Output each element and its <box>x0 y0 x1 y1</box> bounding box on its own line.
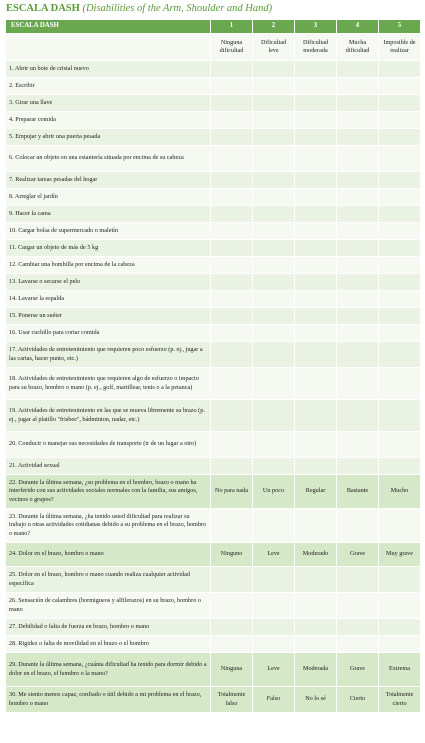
answer-cell[interactable] <box>379 291 421 308</box>
option-label: Regular <box>295 475 337 509</box>
answer-cell[interactable] <box>211 509 253 543</box>
subheader-label: Ninguna dificultad <box>211 34 253 61</box>
option-label: Cierto <box>337 687 379 713</box>
answer-cell[interactable] <box>379 274 421 291</box>
header-col-4: 4 <box>337 20 379 34</box>
answer-cell[interactable] <box>295 567 337 593</box>
answer-cell[interactable] <box>379 78 421 95</box>
table-row <box>6 78 421 95</box>
answer-cell[interactable] <box>211 146 253 172</box>
question-text: 21. Actividad sexual <box>6 458 211 475</box>
table-row <box>6 206 421 223</box>
answer-cell[interactable] <box>253 95 295 112</box>
answer-cell[interactable] <box>253 509 295 543</box>
answer-cell[interactable] <box>253 189 295 206</box>
option-label: Un poco <box>253 475 295 509</box>
answer-cell[interactable] <box>211 432 253 458</box>
answer-cell[interactable] <box>211 223 253 240</box>
answer-cell[interactable] <box>379 240 421 257</box>
answer-cell[interactable] <box>337 78 379 95</box>
question-text: 7. Realizar tareas pesadas del hogar <box>6 172 211 189</box>
dash-table <box>5 19 421 713</box>
answer-cell[interactable] <box>253 274 295 291</box>
answer-cell[interactable] <box>295 458 337 475</box>
answer-cell[interactable] <box>337 291 379 308</box>
answer-cell[interactable] <box>253 636 295 653</box>
option-label: Ninguna <box>211 653 253 687</box>
table-row <box>6 129 421 146</box>
table-row <box>6 342 421 368</box>
question-text: 9. Hacer la cama <box>6 206 211 223</box>
answer-cell[interactable] <box>253 342 295 368</box>
table-row <box>6 458 421 475</box>
answer-cell[interactable] <box>337 61 379 78</box>
table-row <box>6 475 421 509</box>
answer-cell[interactable] <box>211 325 253 342</box>
answer-cell[interactable] <box>337 257 379 274</box>
answer-cell[interactable] <box>337 325 379 342</box>
table-row <box>6 325 421 342</box>
answer-cell[interactable] <box>379 432 421 458</box>
answer-cell[interactable] <box>295 112 337 129</box>
answer-cell[interactable] <box>295 593 337 619</box>
answer-cell[interactable] <box>253 257 295 274</box>
subheader-row <box>6 34 421 61</box>
answer-cell[interactable] <box>295 619 337 636</box>
answer-cell[interactable] <box>337 274 379 291</box>
option-label: Grave <box>337 543 379 567</box>
answer-cell[interactable] <box>253 172 295 189</box>
table-row <box>6 593 421 619</box>
page-title <box>6 3 272 14</box>
answer-cell[interactable] <box>253 325 295 342</box>
answer-cell[interactable] <box>295 274 337 291</box>
answer-cell[interactable] <box>211 400 253 432</box>
table-row <box>6 189 421 206</box>
answer-cell[interactable] <box>295 308 337 325</box>
answer-cell[interactable] <box>379 619 421 636</box>
table-row <box>6 308 421 325</box>
answer-cell[interactable] <box>379 567 421 593</box>
answer-cell[interactable] <box>211 189 253 206</box>
question-text: 16. Usar cuchillo para cortar comida <box>6 325 211 342</box>
answer-cell[interactable] <box>295 129 337 146</box>
answer-cell[interactable] <box>295 206 337 223</box>
answer-cell[interactable] <box>379 325 421 342</box>
answer-cell[interactable] <box>253 619 295 636</box>
answer-cell[interactable] <box>295 78 337 95</box>
answer-cell[interactable] <box>253 223 295 240</box>
answer-cell[interactable] <box>379 189 421 206</box>
table-row <box>6 257 421 274</box>
question-text: 15. Ponerse un suéter <box>6 308 211 325</box>
option-label: Bastante <box>337 475 379 509</box>
answer-cell[interactable] <box>211 567 253 593</box>
question-text: 18. Actividades de entretenimiento que requieren algo de esfuerzo o impacto para su brazo, hombro o mano (p. ej., golf, martillear, tenis o a la petanca) <box>6 368 211 400</box>
answer-cell[interactable] <box>211 291 253 308</box>
subheader-label: Imposible de realizar <box>379 34 421 61</box>
answer-cell[interactable] <box>379 257 421 274</box>
table-row <box>6 291 421 308</box>
option-label: Falso <box>253 687 295 713</box>
table-row <box>6 172 421 189</box>
answer-cell[interactable] <box>379 129 421 146</box>
answer-cell[interactable] <box>295 172 337 189</box>
answer-cell[interactable] <box>211 112 253 129</box>
answer-cell[interactable] <box>211 129 253 146</box>
option-label: Ninguno <box>211 543 253 567</box>
table-row <box>6 687 421 713</box>
answer-cell[interactable] <box>253 78 295 95</box>
option-label: Totalmente cierto <box>379 687 421 713</box>
header-col-1: 1 <box>211 20 253 34</box>
table-row <box>6 509 421 543</box>
question-text: 3. Girar una llave <box>6 95 211 112</box>
answer-cell[interactable] <box>379 172 421 189</box>
answer-cell[interactable] <box>211 78 253 95</box>
table-row <box>6 61 421 78</box>
answer-cell[interactable] <box>295 189 337 206</box>
answer-cell[interactable] <box>337 172 379 189</box>
table-row <box>6 223 421 240</box>
question-text: 22. Durante la última semana, ¿su problema en el hombro, brazo o mano ha interferido con sus actividades sociales normales con la familia, sus amigos, vecinos o grupos? <box>6 475 211 509</box>
question-text: 13. Lavarse o secarse el pelo <box>6 274 211 291</box>
answer-cell[interactable] <box>379 458 421 475</box>
table-row <box>6 653 421 687</box>
answer-cell[interactable] <box>337 189 379 206</box>
answer-cell[interactable] <box>379 112 421 129</box>
question-text: 4. Preparar comida <box>6 112 211 129</box>
table-row <box>6 240 421 257</box>
answer-cell[interactable] <box>337 240 379 257</box>
answer-cell[interactable] <box>253 593 295 619</box>
option-label: No lo sé <box>295 687 337 713</box>
answer-cell[interactable] <box>253 146 295 172</box>
answer-cell[interactable] <box>295 257 337 274</box>
answer-cell[interactable] <box>295 95 337 112</box>
answer-cell[interactable] <box>337 342 379 368</box>
table-body <box>6 34 421 713</box>
answer-cell[interactable] <box>379 636 421 653</box>
option-label: Mucho <box>379 475 421 509</box>
question-text: 5. Empujar y abrir una puerta pesada <box>6 129 211 146</box>
table-row <box>6 112 421 129</box>
answer-cell[interactable] <box>379 223 421 240</box>
question-text: 2. Escribir <box>6 78 211 95</box>
option-label: Moderada <box>295 653 337 687</box>
question-text: 27. Debilidad o falta de fuerza en brazo, hombro o mano <box>6 619 211 636</box>
table-row <box>6 619 421 636</box>
question-text: 1. Abrir un bote de cristal nuevo <box>6 61 211 78</box>
question-text: 8. Arreglar el jardín <box>6 189 211 206</box>
question-text: 14. Lavarse la espalda <box>6 291 211 308</box>
question-text: 17. Actividades de entretenimiento que requieren poco esfuerzo (p. ej., jugar a las cartas, hacer punto, etc.) <box>6 342 211 368</box>
answer-cell[interactable] <box>295 291 337 308</box>
answer-cell[interactable] <box>337 112 379 129</box>
option-label: No para nada <box>211 475 253 509</box>
question-text: 6. Colocar un objeto en una estantería situada por encima de su cabeza <box>6 146 211 172</box>
table-row <box>6 567 421 593</box>
option-label: Leve <box>253 653 295 687</box>
title-bold: ESCALA DASH <box>6 3 80 14</box>
subheader-label: Dificultad moderada <box>295 34 337 61</box>
answer-cell[interactable] <box>211 172 253 189</box>
answer-cell[interactable] <box>379 342 421 368</box>
subheader-label: Mucha dificultad <box>337 34 379 61</box>
answer-cell[interactable] <box>295 146 337 172</box>
question-text: 24. Dolor en el brazo, hombro o mano <box>6 543 211 567</box>
answer-cell[interactable] <box>211 95 253 112</box>
answer-cell[interactable] <box>211 206 253 223</box>
header-col-5: 5 <box>379 20 421 34</box>
answer-cell[interactable] <box>253 308 295 325</box>
answer-cell[interactable] <box>337 636 379 653</box>
answer-cell[interactable] <box>211 593 253 619</box>
option-label: Extrema <box>379 653 421 687</box>
answer-cell[interactable] <box>211 619 253 636</box>
header-title: ESCALA DASH <box>6 20 211 34</box>
answer-cell[interactable] <box>379 61 421 78</box>
table-row <box>6 274 421 291</box>
answer-cell[interactable] <box>337 308 379 325</box>
answer-cell[interactable] <box>253 61 295 78</box>
answer-cell[interactable] <box>253 368 295 400</box>
answer-cell[interactable] <box>211 274 253 291</box>
answer-cell[interactable] <box>295 223 337 240</box>
option-label: Muy grave <box>379 543 421 567</box>
answer-cell[interactable] <box>253 432 295 458</box>
answer-cell[interactable] <box>379 509 421 543</box>
answer-cell[interactable] <box>379 206 421 223</box>
answer-cell[interactable] <box>253 567 295 593</box>
option-label: Totalmente falso <box>211 687 253 713</box>
question-text: 10. Cargar bolsa de supermercado o maletín <box>6 223 211 240</box>
answer-cell[interactable] <box>211 240 253 257</box>
answer-cell[interactable] <box>379 146 421 172</box>
answer-cell[interactable] <box>337 509 379 543</box>
answer-cell[interactable] <box>337 146 379 172</box>
subheader-empty <box>6 34 211 61</box>
question-text: 29. Durante la última semana, ¿cuánta dificultad ha tenido para dormir debido a dolor en el brazo, el hombro o la mano? <box>6 653 211 687</box>
header-row <box>6 20 421 34</box>
question-text: 26. Sensación de calambres (hormigueos y alfilerazos) en su brazo, hombro o mano <box>6 593 211 619</box>
answer-cell[interactable] <box>379 95 421 112</box>
subheader-label: Dificultad leve <box>253 34 295 61</box>
question-text: 19. Actividades de entretenimiento en las que se mueva libremente su brazo (p. ej., jugar al platillo "frisbee", bádminton, nadar, etc.) <box>6 400 211 432</box>
answer-cell[interactable] <box>253 291 295 308</box>
answer-cell[interactable] <box>253 129 295 146</box>
table-row <box>6 368 421 400</box>
table-row <box>6 95 421 112</box>
answer-cell[interactable] <box>295 432 337 458</box>
answer-cell[interactable] <box>211 342 253 368</box>
answer-cell[interactable] <box>295 61 337 78</box>
question-text: 23. Durante la última semana, ¿ha tenido usted dificultad para realizar su trabajo u otras actividades cotidianas debido a su problema en el brazo, hombro o mano? <box>6 509 211 543</box>
header-col-2: 2 <box>253 20 295 34</box>
answer-cell[interactable] <box>253 400 295 432</box>
header-col-3: 3 <box>295 20 337 34</box>
answer-cell[interactable] <box>295 636 337 653</box>
answer-cell[interactable] <box>337 223 379 240</box>
table-row <box>6 543 421 567</box>
answer-cell[interactable] <box>337 129 379 146</box>
answer-cell[interactable] <box>337 619 379 636</box>
question-text: 12. Cambiar una bombilla por encima de la cabeza <box>6 257 211 274</box>
answer-cell[interactable] <box>337 458 379 475</box>
answer-cell[interactable] <box>337 567 379 593</box>
answer-cell[interactable] <box>295 325 337 342</box>
answer-cell[interactable] <box>211 368 253 400</box>
answer-cell[interactable] <box>211 61 253 78</box>
answer-cell[interactable] <box>295 400 337 432</box>
answer-cell[interactable] <box>253 206 295 223</box>
table-row <box>6 432 421 458</box>
answer-cell[interactable] <box>337 400 379 432</box>
answer-cell[interactable] <box>211 458 253 475</box>
option-label: Grave <box>337 653 379 687</box>
table-row <box>6 636 421 653</box>
answer-cell[interactable] <box>379 368 421 400</box>
answer-cell[interactable] <box>295 509 337 543</box>
answer-cell[interactable] <box>379 593 421 619</box>
answer-cell[interactable] <box>337 95 379 112</box>
question-text: 25. Dolor en el brazo, hombro o mano cuando realiza cualquier actividad específica <box>6 567 211 593</box>
answer-cell[interactable] <box>379 400 421 432</box>
answer-cell[interactable] <box>379 308 421 325</box>
table-row <box>6 400 421 432</box>
answer-cell[interactable] <box>295 342 337 368</box>
option-label: Leve <box>253 543 295 567</box>
answer-cell[interactable] <box>211 257 253 274</box>
question-text: 20. Conducir o manejar sus necesidades de transporte (ir de un lugar a otro) <box>6 432 211 458</box>
question-text: 11. Cargar un objeto de más de 5 kg <box>6 240 211 257</box>
answer-cell[interactable] <box>295 368 337 400</box>
answer-cell[interactable] <box>253 458 295 475</box>
option-label: Moderado <box>295 543 337 567</box>
answer-cell[interactable] <box>337 206 379 223</box>
answer-cell[interactable] <box>337 432 379 458</box>
answer-cell[interactable] <box>337 368 379 400</box>
answer-cell[interactable] <box>253 112 295 129</box>
question-text: 30. Me siento menos capaz, confiado o útil debido a mi problema en el brazo, hombro o mano <box>6 687 211 713</box>
table-row <box>6 146 421 172</box>
answer-cell[interactable] <box>295 240 337 257</box>
answer-cell[interactable] <box>253 240 295 257</box>
answer-cell[interactable] <box>337 593 379 619</box>
title-italic: (Disabilities of the Arm, Shoulder and Hand) <box>82 3 273 14</box>
question-text: 28. Rigidez o falta de movilidad en el brazo o el hombro <box>6 636 211 653</box>
answer-cell[interactable] <box>211 308 253 325</box>
answer-cell[interactable] <box>211 636 253 653</box>
